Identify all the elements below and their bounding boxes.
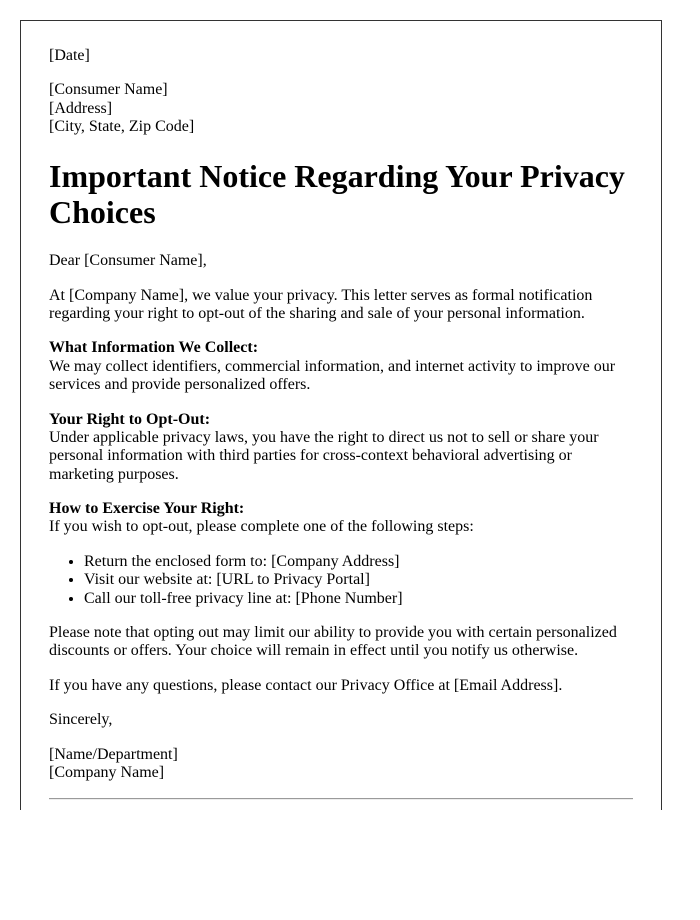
footer-divider bbox=[49, 798, 633, 800]
optout-steps-list bbox=[49, 553, 633, 608]
section-heading-your-right-to-opt-out: Your Right to Opt-Out: bbox=[49, 410, 211, 428]
signature-name-department: [Name/Department] bbox=[49, 745, 178, 763]
note-paragraph: Please note that opting out may limit our ability to provide you with certain personalized discounts or offers. Your choice will remain in effect until you notify us otherwise. bbox=[49, 624, 617, 660]
section-heading-how-to-exercise-your-right: How to Exercise Your Right: bbox=[49, 500, 245, 518]
section-body-your-right-to-opt-out: Under applicable privacy laws, you have the right to direct us not to sell or share your personal information with third parties for cross-context behavioral advertising or marketing purposes. bbox=[49, 428, 599, 483]
recipient-name: [Consumer Name] bbox=[49, 81, 168, 99]
recipient-address: [Address] bbox=[49, 99, 113, 117]
intro-paragraph: At [Company Name], we value your privacy. This letter serves as formal notification regarding your right to opt-out of the sharing and sale of your personal information. bbox=[49, 286, 593, 322]
optout-step-phone: • Call our toll-free privacy line at: [Phone Number] bbox=[84, 590, 633, 608]
section-what-information-we-collect bbox=[49, 339, 633, 394]
closing: Sincerely, bbox=[49, 711, 113, 729]
date-line: [Date] bbox=[49, 47, 90, 64]
letter-page bbox=[20, 20, 662, 810]
section-how-to-exercise-your-right bbox=[49, 500, 633, 537]
recipient-city-state-zip: [City, State, Zip Code] bbox=[49, 118, 195, 136]
signature-block bbox=[49, 746, 633, 783]
section-your-right-to-opt-out bbox=[49, 411, 633, 485]
recipient-block bbox=[49, 81, 633, 136]
letter-title: Important Notice Regarding Your Privacy Choices bbox=[49, 157, 625, 231]
section-body-what-information-we-collect: We may collect identifiers, commercial information, and internet activity to improve our services and provide personalized offers. bbox=[49, 357, 616, 394]
optout-step-mail: • Return the enclosed form to: [Company Address] bbox=[84, 553, 633, 571]
section-body-how-to-exercise-your-right: If you wish to opt-out, please complete one of the following steps: bbox=[49, 518, 474, 536]
contact-paragraph: If you have any questions, please contact our Privacy Office at [Email Address]. bbox=[49, 676, 563, 694]
signature-company-name: [Company Name] bbox=[49, 763, 165, 781]
optout-step-website: • Visit our website at: [URL to Privacy Portal] bbox=[84, 571, 633, 589]
section-heading-what-information-we-collect: What Information We Collect: bbox=[49, 339, 259, 357]
salutation: Dear [Consumer Name], bbox=[49, 252, 207, 270]
